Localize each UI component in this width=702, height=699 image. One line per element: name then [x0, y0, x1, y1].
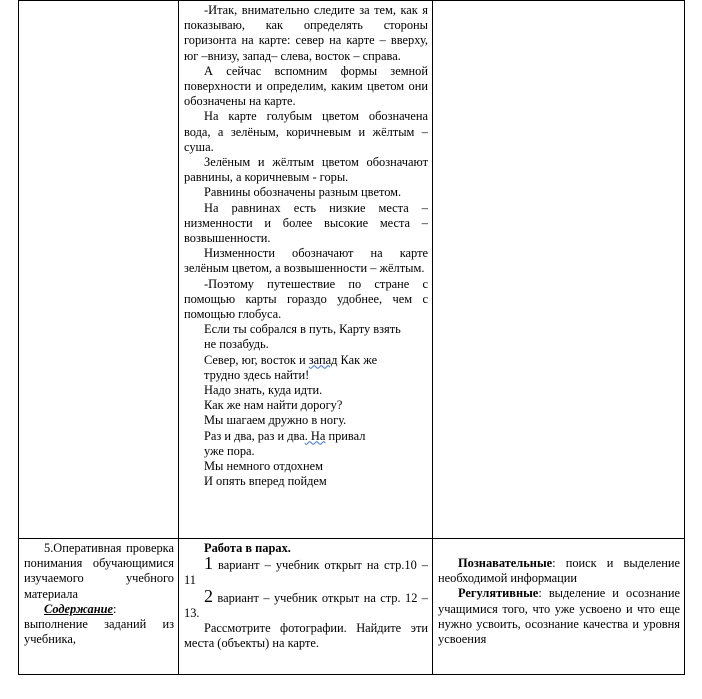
poem-line: Мы немного отдохнем	[204, 459, 323, 474]
paragraph-blue-water: На карте голубым цветом обозначена вода, а зелёным, коричневым и жёлтым – суша.	[184, 109, 428, 154]
paragraph-horizon-sides: -Итак, внимательно следите за тем, как я показываю, как определять стороны горизонта на карте: север на карте – вверху, юг –внизу, запад– слева, восток – справа.	[184, 3, 428, 63]
variant-2: 2 вариант – учебник открыт на стр. 12 – 13.	[184, 585, 428, 620]
photo-task: Рассмотрите фотографии. Найдите эти места (объекты) на карте.	[184, 621, 428, 651]
paragraph-landforms: А сейчас вспомним формы земной поверхности и определим, каким цветом они обозначены на карте.	[184, 63, 428, 109]
poem-line: Надо знать, куда идти.	[204, 383, 323, 398]
content-label: Содержание	[44, 601, 114, 616]
lesson-plan-table	[18, 0, 685, 675]
cognitive-label: Познавательные	[458, 556, 553, 570]
poem-line: не позабудь.	[204, 337, 269, 352]
poem-line: И опять вперед пойдем	[204, 474, 327, 489]
stage-title: 5.Оперативная проверка понимания обучающимися изучаемого учебного материала	[24, 541, 174, 601]
poem	[204, 322, 428, 489]
regulative-uud: Регулятивные: выделение и осознание учащимися того, что уже усвоено и что еще нужно усвоить, осознание качества и уровня усвоения	[438, 586, 680, 647]
spellcheck-underline: запад	[308, 352, 338, 367]
top-teacher-activity-cell	[179, 1, 433, 539]
cognitive-uud: Познавательные: поиск и выделение необходимой информации	[438, 556, 680, 586]
poem-line: Север, юг, восток и запад Как же	[204, 352, 378, 367]
uud-cell	[433, 539, 685, 675]
poem-line: уже пора.	[204, 443, 255, 458]
paragraph-plains-mountains: Зелёным и жёлтым цветом обозначают равнины, а коричневым - горы.	[184, 155, 428, 185]
stage-cell	[19, 539, 179, 675]
spellcheck-underline: . На	[304, 428, 326, 443]
paragraph-plains-colors: Равнины обозначены разным цветом.	[204, 185, 402, 200]
top-uud-cell	[433, 1, 685, 539]
top-stage-cell	[19, 1, 179, 539]
pair-work-heading: Работа в парах.	[204, 541, 291, 555]
paragraph-lowland-colors: Низменности обозначают на карте зелёным цветом, а возвышенности – жёлтым.	[184, 246, 428, 276]
variant-1: 1 вариант – учебник открыт на стр.10 – 11	[184, 553, 428, 588]
poem-line: Раз и два, раз и два. На привал	[204, 428, 366, 443]
poem-line: трудно здесь найти!	[204, 367, 310, 382]
content-line: Содержание: выполнение заданий из учебника,	[24, 601, 174, 647]
poem-line: Мы шагаем дружно в ногу.	[204, 413, 347, 428]
poem-line: Если ты собрался в путь, Карту взять	[204, 322, 401, 337]
regulative-label: Регулятивные	[458, 586, 539, 601]
paragraph-lowlands-highlands: На равнинах есть низкие места – низменности и более высокие места – возвышенности.	[184, 200, 428, 246]
table-row-bottom	[19, 539, 685, 675]
table-row-top	[19, 1, 685, 539]
teacher-activity-cell	[179, 539, 433, 675]
paragraph-map-vs-globe: -Поэтому путешествие по стране с помощью карты гораздо удобнее, чем с помощью глобуса.	[184, 276, 428, 322]
poem-line: Как же нам найти дорогу?	[204, 398, 343, 413]
